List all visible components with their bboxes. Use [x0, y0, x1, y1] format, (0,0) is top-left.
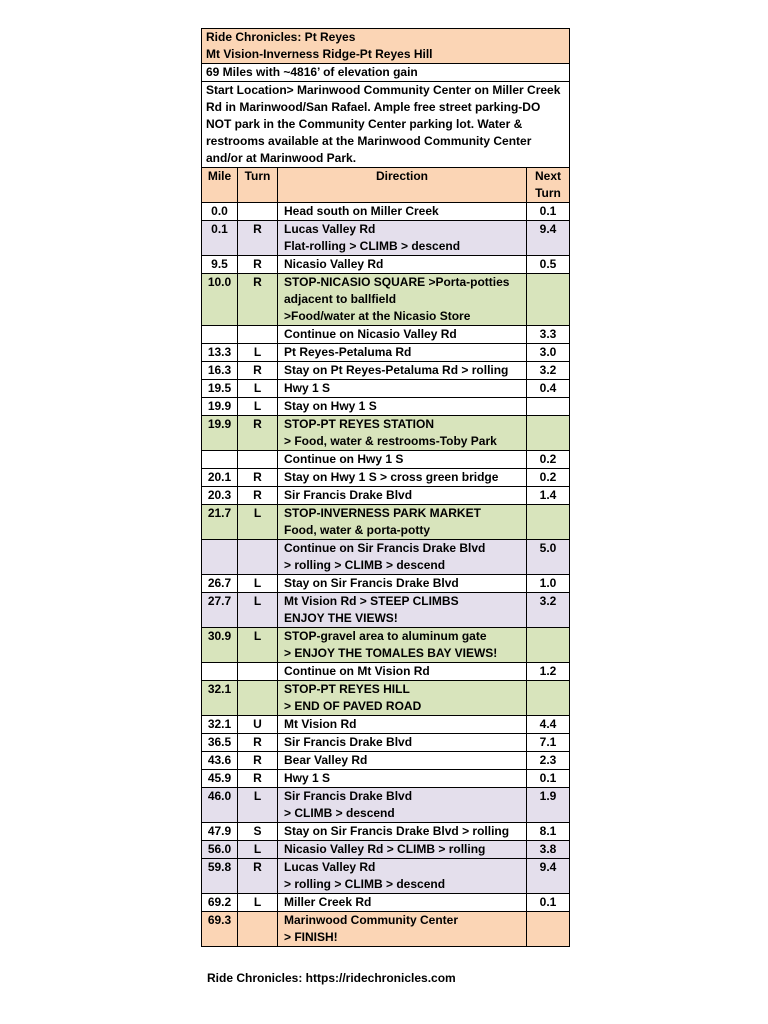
mile-cell: 16.3 — [202, 362, 238, 380]
direction-cell — [278, 256, 527, 274]
footer-credit: Ride Chronicles: https://ridechronicles.com — [207, 971, 456, 985]
mile-cell: 69.3 — [202, 912, 238, 947]
table-row — [202, 540, 570, 575]
table-row — [202, 221, 570, 256]
direction-cell — [278, 362, 527, 380]
turn-cell: U — [238, 716, 278, 734]
turn-cell: L — [238, 593, 278, 628]
direction-cell — [278, 859, 527, 894]
direction-cell — [278, 894, 527, 912]
column-header-next-turn — [527, 168, 570, 203]
mile-cell: 45.9 — [202, 770, 238, 788]
table-row — [202, 398, 570, 416]
next-turn-cell: 5.0 — [527, 540, 570, 575]
direction-cell — [278, 628, 527, 663]
direction-line: Mt Vision Rd > STEEP CLIMBS — [284, 594, 459, 608]
table-row — [202, 894, 570, 912]
mile-cell: 69.2 — [202, 894, 238, 912]
direction-cell — [278, 681, 527, 716]
turn-cell: L — [238, 894, 278, 912]
table-row — [202, 912, 570, 947]
table-row — [202, 663, 570, 681]
direction-line: Stay on Hwy 1 S > cross green bridge — [284, 470, 499, 484]
table-row — [202, 823, 570, 841]
start-location-line: and/or at Marinwood Park. — [206, 151, 357, 165]
direction-line: Continue on Nicasio Valley Rd — [284, 327, 457, 341]
mile-cell: 36.5 — [202, 734, 238, 752]
direction-line: Continue on Sir Francis Drake Blvd — [284, 541, 486, 555]
mile-cell — [202, 540, 238, 575]
next-turn-cell — [527, 628, 570, 663]
direction-cell — [278, 487, 527, 505]
turn-cell: R — [238, 770, 278, 788]
direction-cell — [278, 203, 527, 221]
turn-cell: L — [238, 380, 278, 398]
next-turn-cell: 4.4 — [527, 716, 570, 734]
direction-cell — [278, 663, 527, 681]
direction-line: > rolling > CLIMB > descend — [284, 877, 446, 891]
turn-cell: L — [238, 505, 278, 540]
mile-cell — [202, 663, 238, 681]
table-row — [202, 416, 570, 451]
mile-cell: 46.0 — [202, 788, 238, 823]
ride-title-cell — [202, 29, 570, 64]
direction-cell — [278, 451, 527, 469]
turn-cell: L — [238, 788, 278, 823]
turn-cell — [238, 681, 278, 716]
direction-line: STOP-PT REYES HILL — [284, 682, 410, 696]
next-turn-label: Next — [535, 169, 562, 183]
turn-cell: L — [238, 628, 278, 663]
direction-line: Hwy 1 S — [284, 771, 331, 785]
table-row — [202, 734, 570, 752]
table-row — [202, 593, 570, 628]
direction-line: Mt Vision Rd — [284, 717, 357, 731]
next-turn-cell: 2.3 — [527, 752, 570, 770]
direction-line: > Food, water & restrooms-Toby Park — [284, 434, 497, 448]
direction-line: Marinwood Community Center — [284, 913, 459, 927]
next-turn-cell: 3.2 — [527, 593, 570, 628]
table-row — [202, 575, 570, 593]
table-row — [202, 487, 570, 505]
table-row — [202, 451, 570, 469]
table-row — [202, 362, 570, 380]
turn-cell — [238, 326, 278, 344]
direction-cell — [278, 540, 527, 575]
direction-line: Continue on Hwy 1 S — [284, 452, 404, 466]
direction-cell — [278, 912, 527, 947]
table-row — [202, 274, 570, 326]
mile-cell: 47.9 — [202, 823, 238, 841]
direction-cell — [278, 593, 527, 628]
start-location-line: NOT park in the Community Center parking lot. Water & — [206, 117, 523, 131]
next-turn-cell: 0.1 — [527, 894, 570, 912]
direction-cell — [278, 505, 527, 540]
distance-cell — [202, 64, 570, 82]
turn-cell: L — [238, 398, 278, 416]
direction-line: Lucas Valley Rd — [284, 222, 376, 236]
direction-cell — [278, 274, 527, 326]
direction-line: > FINISH! — [284, 930, 338, 944]
cue-sheet-table — [201, 28, 570, 947]
direction-line: STOP-NICASIO SQUARE >Porta-potties — [284, 275, 510, 289]
direction-line: Stay on Hwy 1 S — [284, 399, 377, 413]
turn-cell: R — [238, 487, 278, 505]
mile-cell: 43.6 — [202, 752, 238, 770]
direction-cell — [278, 326, 527, 344]
direction-line: Head south on Miller Creek — [284, 204, 439, 218]
mile-cell: 20.1 — [202, 469, 238, 487]
turn-cell: R — [238, 859, 278, 894]
direction-cell — [278, 770, 527, 788]
direction-line: > rolling > CLIMB > descend — [284, 558, 446, 572]
direction-line: Continue on Mt Vision Rd — [284, 664, 430, 678]
table-row — [202, 203, 570, 221]
direction-cell — [278, 575, 527, 593]
turn-cell: L — [238, 575, 278, 593]
direction-line: Bear Valley Rd — [284, 753, 368, 767]
mile-cell: 20.3 — [202, 487, 238, 505]
next-turn-cell — [527, 274, 570, 326]
mile-cell: 26.7 — [202, 575, 238, 593]
next-turn-cell: 0.2 — [527, 451, 570, 469]
direction-cell — [278, 716, 527, 734]
next-turn-cell: 9.4 — [527, 221, 570, 256]
next-turn-cell — [527, 912, 570, 947]
mile-cell: 21.7 — [202, 505, 238, 540]
turn-cell — [238, 912, 278, 947]
direction-line: STOP-PT REYES STATION — [284, 417, 435, 431]
mile-cell: 59.8 — [202, 859, 238, 894]
next-turn-cell — [527, 398, 570, 416]
direction-line: ENJOY THE VIEWS! — [284, 611, 398, 625]
next-turn-cell: 7.1 — [527, 734, 570, 752]
table-row — [202, 256, 570, 274]
next-turn-cell: 0.1 — [527, 203, 570, 221]
turn-cell: R — [238, 221, 278, 256]
turn-cell — [238, 203, 278, 221]
column-header-turn: Turn — [238, 168, 278, 203]
direction-line: Hwy 1 S — [284, 381, 331, 395]
mile-cell: 9.5 — [202, 256, 238, 274]
mile-cell: 19.9 — [202, 416, 238, 451]
next-turn-cell: 3.2 — [527, 362, 570, 380]
direction-cell — [278, 380, 527, 398]
direction-line: Miller Creek Rd — [284, 895, 372, 909]
direction-line: Stay on Pt Reyes-Petaluma Rd > rolling — [284, 363, 509, 377]
next-turn-cell: 1.9 — [527, 788, 570, 823]
direction-cell — [278, 734, 527, 752]
direction-line: Nicasio Valley Rd — [284, 257, 384, 271]
mile-cell: 19.9 — [202, 398, 238, 416]
table-row — [202, 469, 570, 487]
direction-cell — [278, 416, 527, 451]
next-turn-cell: 1.4 — [527, 487, 570, 505]
direction-cell — [278, 752, 527, 770]
turn-cell: L — [238, 344, 278, 362]
turn-cell — [238, 451, 278, 469]
mile-cell — [202, 451, 238, 469]
turn-cell: R — [238, 274, 278, 326]
direction-cell — [278, 788, 527, 823]
direction-cell — [278, 398, 527, 416]
column-header-row — [202, 168, 570, 203]
next-turn-cell: 9.4 — [527, 859, 570, 894]
next-turn-cell — [527, 505, 570, 540]
direction-line: Stay on Sir Francis Drake Blvd — [284, 576, 459, 590]
start-location-line: restrooms available at the Marinwood Community Center — [206, 134, 532, 148]
mile-cell: 32.1 — [202, 681, 238, 716]
column-header-mile: Mile — [202, 168, 238, 203]
table-row — [202, 380, 570, 398]
direction-cell — [278, 841, 527, 859]
turn-cell: R — [238, 256, 278, 274]
direction-cell — [278, 344, 527, 362]
mile-cell: 10.0 — [202, 274, 238, 326]
route-name: Mt Vision-Inverness Ridge-Pt Reyes Hill — [206, 47, 433, 61]
turn-cell — [238, 663, 278, 681]
turn-cell: L — [238, 841, 278, 859]
table-row — [202, 859, 570, 894]
next-turn-cell — [527, 681, 570, 716]
column-header-direction: Direction — [278, 168, 527, 203]
next-turn-cell: 0.2 — [527, 469, 570, 487]
direction-line: > CLIMB > descend — [284, 806, 395, 820]
direction-line: Sir Francis Drake Blvd — [284, 735, 413, 749]
ride-title: Ride Chronicles: Pt Reyes — [206, 30, 356, 44]
table-row — [202, 326, 570, 344]
direction-cell — [278, 823, 527, 841]
turn-cell: S — [238, 823, 278, 841]
mile-cell: 27.7 — [202, 593, 238, 628]
start-location-line: Start Location> Marinwood Community Center on Miller Creek — [206, 83, 561, 97]
table-row — [202, 505, 570, 540]
turn-cell: R — [238, 752, 278, 770]
direction-line: Food, water & porta-potty — [284, 523, 430, 537]
table-row — [202, 752, 570, 770]
mile-cell: 30.9 — [202, 628, 238, 663]
next-turn-cell: 3.8 — [527, 841, 570, 859]
next-turn-label: Turn — [535, 186, 561, 200]
mile-cell: 19.5 — [202, 380, 238, 398]
turn-cell: R — [238, 416, 278, 451]
next-turn-cell: 8.1 — [527, 823, 570, 841]
direction-line: Lucas Valley Rd — [284, 860, 376, 874]
next-turn-cell: 0.1 — [527, 770, 570, 788]
direction-line: adjacent to ballfield — [284, 292, 397, 306]
table-row — [202, 628, 570, 663]
direction-line: Nicasio Valley Rd > CLIMB > rolling — [284, 842, 486, 856]
next-turn-cell: 3.0 — [527, 344, 570, 362]
turn-cell: R — [238, 362, 278, 380]
mile-cell: 13.3 — [202, 344, 238, 362]
direction-line: > ENJOY THE TOMALES BAY VIEWS! — [284, 646, 498, 660]
direction-line: Stay on Sir Francis Drake Blvd > rolling — [284, 824, 510, 838]
direction-line: Sir Francis Drake Blvd — [284, 789, 413, 803]
direction-line: Pt Reyes-Petaluma Rd — [284, 345, 412, 359]
mile-cell: 0.1 — [202, 221, 238, 256]
next-turn-cell: 0.4 — [527, 380, 570, 398]
table-row — [202, 716, 570, 734]
table-row — [202, 770, 570, 788]
next-turn-cell: 0.5 — [527, 256, 570, 274]
direction-line: >Food/water at the Nicasio Store — [284, 309, 471, 323]
mile-cell: 32.1 — [202, 716, 238, 734]
turn-cell: R — [238, 734, 278, 752]
start-location-line: Rd in Marinwood/San Rafael. Ample free street parking-DO — [206, 100, 541, 114]
next-turn-cell: 3.3 — [527, 326, 570, 344]
next-turn-cell: 1.2 — [527, 663, 570, 681]
start-location-cell — [202, 82, 570, 168]
direction-line: Sir Francis Drake Blvd — [284, 488, 413, 502]
table-row — [202, 788, 570, 823]
table-row — [202, 681, 570, 716]
direction-line: STOP-INVERNESS PARK MARKET — [284, 506, 481, 520]
next-turn-cell — [527, 416, 570, 451]
direction-line: > END OF PAVED ROAD — [284, 699, 422, 713]
turn-cell: R — [238, 469, 278, 487]
table-row — [202, 344, 570, 362]
mile-cell — [202, 326, 238, 344]
mile-cell: 56.0 — [202, 841, 238, 859]
ride-distance: 69 Miles with ~4816’ of elevation gain — [206, 65, 418, 79]
direction-cell — [278, 221, 527, 256]
turn-cell — [238, 540, 278, 575]
mile-cell: 0.0 — [202, 203, 238, 221]
table-row — [202, 841, 570, 859]
direction-line: Flat-rolling > CLIMB > descend — [284, 239, 461, 253]
direction-line: STOP-gravel area to aluminum gate — [284, 629, 487, 643]
direction-cell — [278, 469, 527, 487]
next-turn-cell: 1.0 — [527, 575, 570, 593]
